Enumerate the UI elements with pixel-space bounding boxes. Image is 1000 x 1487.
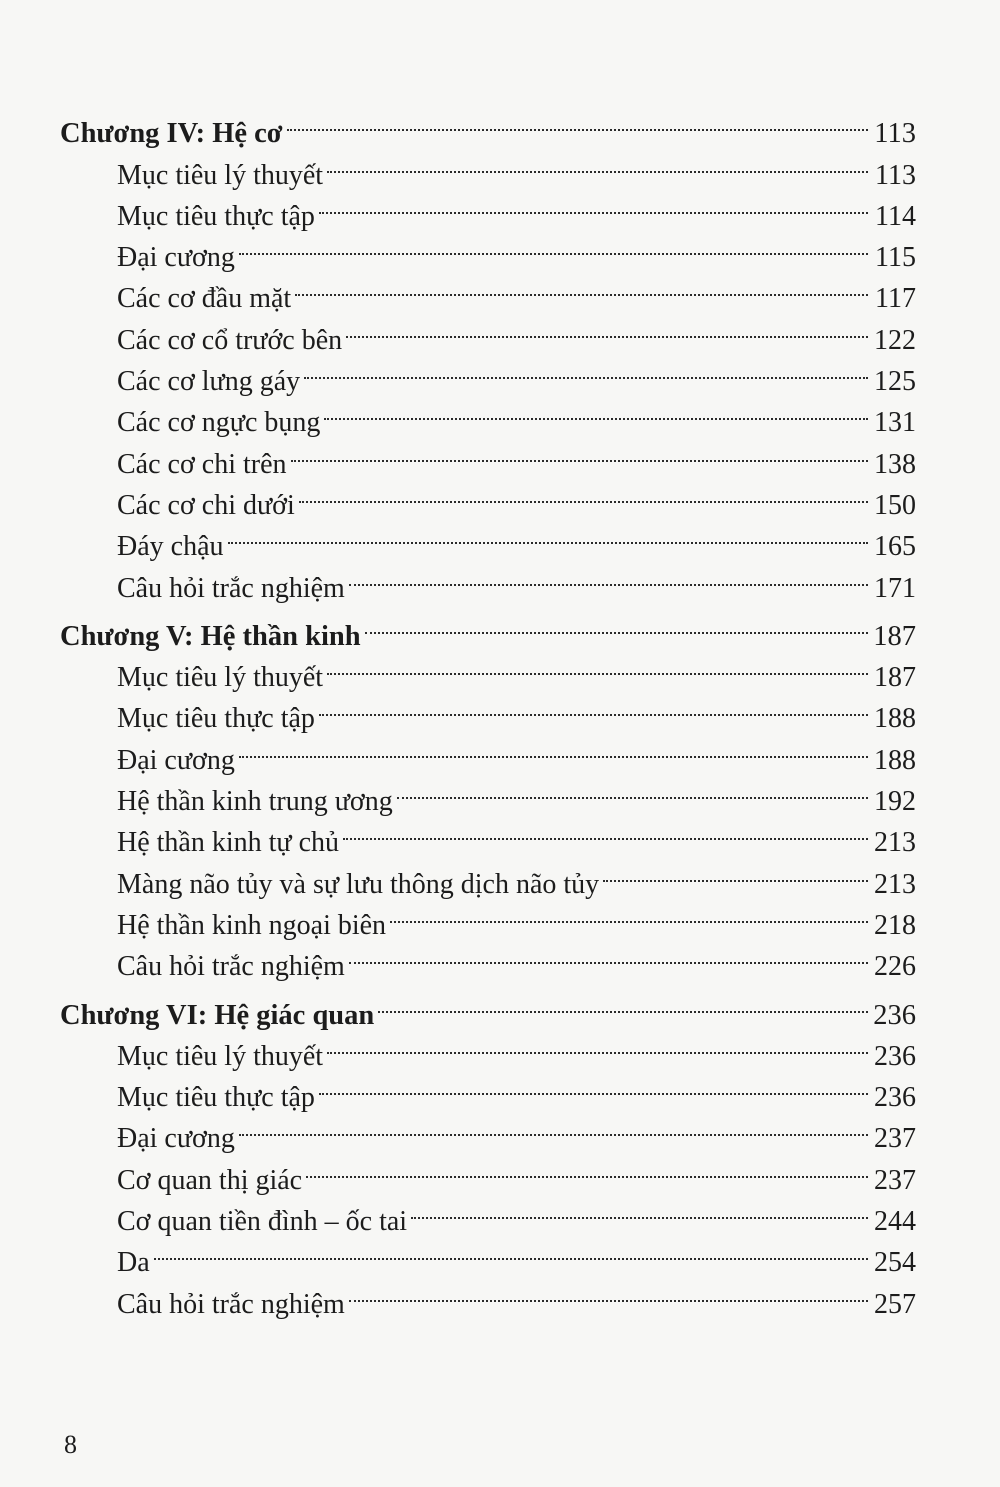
leader-dots xyxy=(324,390,868,431)
leader-dots xyxy=(378,982,868,1023)
entry-title: Đáy chậu xyxy=(117,531,224,563)
chapter-vi xyxy=(60,982,916,1320)
chapter-heading xyxy=(60,982,916,1031)
chapter-page: 236 xyxy=(873,999,916,1031)
entry-page: 150 xyxy=(874,489,916,521)
leader-dots xyxy=(239,1106,868,1147)
leader-dots xyxy=(239,225,868,266)
page-number: 8 xyxy=(64,1430,77,1459)
entry-title: Các cơ đầu mặt xyxy=(117,283,292,315)
table-of-contents xyxy=(60,101,916,1320)
toc-entry xyxy=(60,1271,916,1320)
chapter-title: Chương VI: Hệ giác quan xyxy=(60,999,375,1031)
leader-dots xyxy=(239,727,868,768)
entry-page: 226 xyxy=(874,951,916,983)
entry-title: Hệ thần kinh trung ương xyxy=(117,786,393,818)
entry-page: 114 xyxy=(875,200,916,232)
entry-page: 122 xyxy=(874,324,916,356)
entry-page: 117 xyxy=(875,283,916,315)
entry-page: 236 xyxy=(874,1040,916,1072)
leader-dots xyxy=(299,473,868,514)
entry-title: Các cơ cổ trước bên xyxy=(117,324,343,356)
entry-title: Các cơ chi dưới xyxy=(117,489,295,521)
leader-dots xyxy=(397,769,868,810)
leader-dots xyxy=(390,893,868,934)
leader-dots xyxy=(228,514,868,555)
entry-title: Đại cương xyxy=(117,1123,235,1155)
leader-dots xyxy=(349,555,868,596)
entry-title: Các cơ lưng gáy xyxy=(117,366,301,398)
chapter-page: 187 xyxy=(873,620,916,652)
entry-title: Mục tiêu thực tập xyxy=(117,200,315,232)
leader-dots xyxy=(291,431,868,472)
entry-title: Các cơ ngực bụng xyxy=(117,407,321,439)
leader-dots xyxy=(287,101,868,142)
leader-dots xyxy=(295,266,868,307)
entry-page: 131 xyxy=(874,407,916,439)
leader-dots xyxy=(346,307,868,348)
leader-dots xyxy=(349,1271,868,1312)
entry-title: Mục tiêu lý thuyết xyxy=(117,159,324,191)
entry-page: 237 xyxy=(874,1164,916,1196)
leader-dots xyxy=(411,1189,868,1230)
entry-title: Cơ quan tiền đình – ốc tai xyxy=(117,1206,408,1238)
entry-title: Mục tiêu thực tập xyxy=(117,703,315,735)
entry-page: 187 xyxy=(874,662,916,694)
leader-dots xyxy=(319,1065,868,1106)
entry-title: Đại cương xyxy=(117,744,235,776)
entry-page: 236 xyxy=(874,1082,916,1114)
leader-dots xyxy=(349,934,868,975)
entry-title: Hệ thần kinh tự chủ xyxy=(117,827,340,859)
entry-page: 188 xyxy=(874,703,916,735)
entry-page: 237 xyxy=(874,1123,916,1155)
entry-title: Màng não tủy và sự lưu thông dịch não tủy xyxy=(117,868,600,900)
entry-page: 171 xyxy=(874,572,916,604)
leader-dots xyxy=(365,604,868,645)
toc-entry xyxy=(60,1230,916,1279)
chapter-page: 113 xyxy=(874,118,916,150)
leader-dots xyxy=(306,1147,868,1188)
leader-dots xyxy=(154,1230,868,1271)
entry-title: Câu hỏi trắc nghiệm xyxy=(117,572,345,604)
leader-dots xyxy=(319,184,868,225)
chapter-title: Chương IV: Hệ cơ xyxy=(60,118,283,150)
entry-page: 213 xyxy=(874,827,916,859)
leader-dots xyxy=(343,810,868,851)
entry-page: 192 xyxy=(874,786,916,818)
chapter-iv xyxy=(60,101,916,604)
entry-page: 165 xyxy=(874,531,916,563)
entry-title: Các cơ chi trên xyxy=(117,448,287,480)
chapter-heading xyxy=(60,604,916,652)
entry-title: Câu hỏi trắc nghiệm xyxy=(117,951,345,983)
entry-title: Mục tiêu lý thuyết xyxy=(117,1040,324,1072)
leader-dots xyxy=(304,349,868,390)
leader-dots xyxy=(327,645,868,686)
entry-page: 218 xyxy=(874,909,916,941)
entry-title: Hệ thần kinh ngoại biên xyxy=(117,909,387,941)
entry-title: Mục tiêu lý thuyết xyxy=(117,662,324,694)
entry-title: Mục tiêu thực tập xyxy=(117,1082,315,1114)
leader-dots xyxy=(327,142,868,183)
entry-title: Đại cương xyxy=(117,242,235,274)
entry-page: 257 xyxy=(874,1288,916,1320)
entry-page: 188 xyxy=(874,744,916,776)
entry-page: 254 xyxy=(874,1247,916,1279)
leader-dots xyxy=(327,1024,868,1065)
entry-title: Da xyxy=(117,1247,150,1279)
entry-page: 213 xyxy=(874,868,916,900)
entry-page: 115 xyxy=(875,242,916,274)
chapter-heading xyxy=(60,101,916,150)
entry-page: 125 xyxy=(874,366,916,398)
leader-dots xyxy=(603,851,868,892)
chapter-v xyxy=(60,604,916,983)
entry-page: 138 xyxy=(874,448,916,480)
entry-title: Câu hỏi trắc nghiệm xyxy=(117,1288,345,1320)
entry-title: Cơ quan thị giác xyxy=(117,1164,303,1196)
chapter-title: Chương V: Hệ thần kinh xyxy=(60,620,361,652)
leader-dots xyxy=(319,686,868,727)
entry-page: 244 xyxy=(874,1206,916,1238)
entry-page: 113 xyxy=(875,159,916,191)
